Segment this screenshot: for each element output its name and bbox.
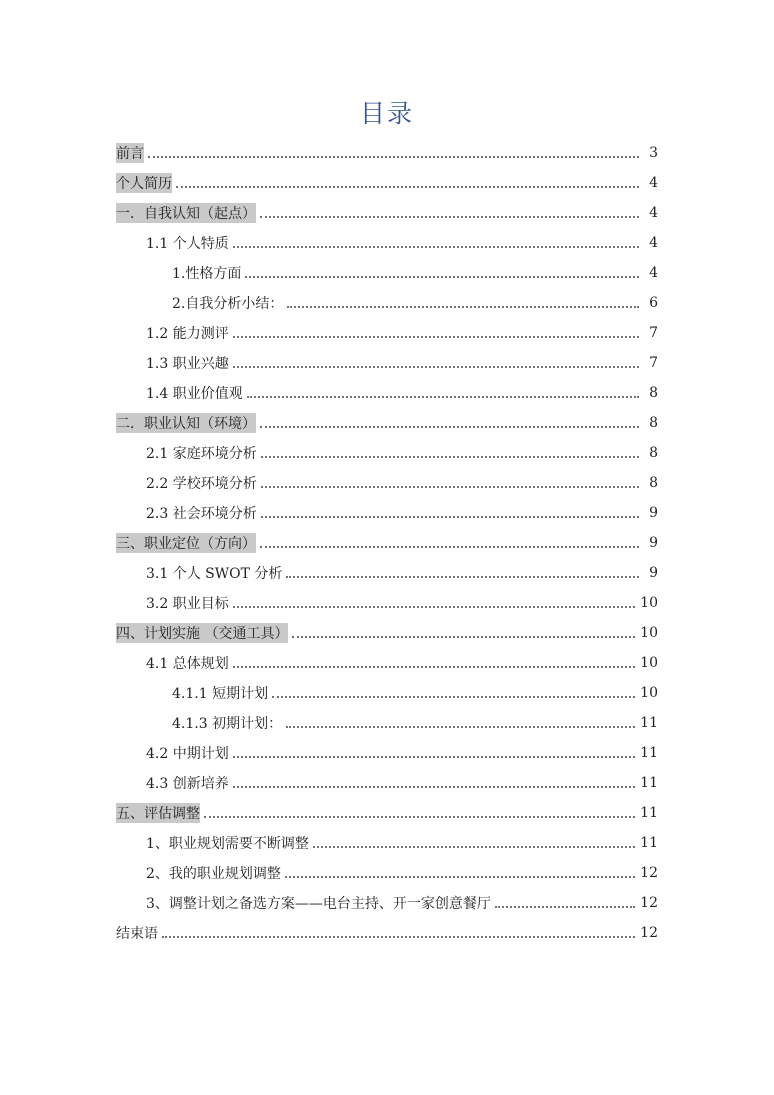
toc-entry-label: 3.2 职业目标 [146,596,229,612]
toc-entry-label: 1、职业规划需要不断调整 [146,836,309,852]
toc-entry-label: 二．职业认知（环境） [116,413,256,433]
toc-entry[interactable] [116,858,658,888]
toc-entry-page: 8 [649,415,658,431]
dot-leader [233,365,639,368]
dot-leader [204,815,635,818]
dot-leader [245,275,639,278]
dot-leader [148,155,639,158]
toc-entry-label: 1.1 个人特质 [146,236,229,252]
toc-entry-page: 8 [649,445,658,461]
dot-leader [176,185,639,188]
toc-entry-label: 前言 [116,143,144,163]
dot-leader [285,875,635,878]
toc-entry[interactable] [116,198,658,228]
dot-leader [286,575,639,578]
dot-leader [261,515,639,518]
toc-entry[interactable] [116,918,658,948]
toc-entry-page: 11 [640,745,658,761]
toc-entry-label: 个人简历 [116,173,172,193]
dot-leader [233,245,639,248]
toc-entry-page: 10 [640,685,658,701]
dot-leader [233,665,635,668]
dot-leader [261,455,639,458]
toc-entry-page: 4 [649,175,658,191]
toc-entry[interactable] [116,138,658,168]
toc-entry[interactable] [116,738,658,768]
dot-leader [261,485,639,488]
toc-entry-page: 10 [640,625,658,641]
toc-entry[interactable] [116,498,658,528]
toc-entry-page: 9 [649,535,658,551]
toc-entry-page: 7 [649,355,658,371]
toc-entry-label: 1.2 能力测评 [146,326,229,342]
toc-entry[interactable] [116,438,658,468]
toc-entry-page: 3 [649,145,658,161]
toc-entry[interactable] [116,798,658,828]
toc-entry-page: 4 [649,265,658,281]
toc-entry[interactable] [116,678,658,708]
toc-entry[interactable] [116,648,658,678]
toc-entry[interactable] [116,528,658,558]
dot-leader [287,305,639,308]
toc-entry-page: 4 [649,205,658,221]
dot-leader [260,425,639,428]
dot-leader [260,545,639,548]
toc-entry[interactable] [116,888,658,918]
toc-entry-label: 一．自我认知（起点） [116,203,256,223]
dot-leader [286,725,635,728]
toc-title: 目录 [359,99,414,128]
toc-entry-label: 2.2 学校环境分析 [146,476,257,492]
toc-entry-label: 4.2 中期计划 [146,746,229,762]
toc-entry-page: 8 [649,385,658,401]
toc-entry-page: 9 [649,565,658,581]
toc-entry-page: 11 [640,775,658,791]
dot-leader [313,845,635,848]
toc-entry-page: 12 [640,925,658,941]
toc-entry-page: 12 [640,865,658,881]
dot-leader [233,785,635,788]
toc-entry-label: 三、职业定位（方向） [116,533,256,553]
toc-entry[interactable] [116,558,658,588]
toc-entry-label: 4.1.3 初期计划： [172,716,283,732]
toc-entry-label: 结束语 [116,926,158,942]
dot-leader [292,635,635,638]
toc-entry-label: 4.3 创新培养 [146,776,229,792]
toc-entry-label: 四、计划实施 （交通工具） [116,623,288,643]
toc-entry-label: 4.1.1 短期计划 [172,686,269,702]
toc-entry[interactable] [116,468,658,498]
dot-leader [495,905,635,908]
dot-leader [233,335,639,338]
dot-leader [260,215,639,218]
toc-entry[interactable] [116,708,658,738]
toc-entry[interactable] [116,378,658,408]
toc-entry[interactable] [116,228,658,258]
toc-entry-page: 9 [649,505,658,521]
toc-entry-label: 3.1 个人 SWOT 分析 [146,566,283,582]
toc-entry[interactable] [116,588,658,618]
toc-entry[interactable] [116,408,658,438]
dot-leader [233,755,635,758]
toc-entry-label: 4.1 总体规划 [146,656,229,672]
toc-entry-page: 4 [649,235,658,251]
toc-entry-page: 10 [640,595,658,611]
toc-entry-page: 11 [640,835,658,851]
dot-leader [247,395,639,398]
toc-entry[interactable] [116,258,658,288]
toc-entry-label: 3、调整计划之备选方案——电台主持、开一家创意餐厅 [146,896,491,912]
dot-leader [162,935,635,938]
toc-entry[interactable] [116,318,658,348]
toc-entry[interactable] [116,828,658,858]
toc-entry-label: 2.自我分析小结： [172,296,284,312]
toc-entry-page: 11 [640,805,658,821]
dot-leader [272,695,635,698]
toc-entry-page: 12 [640,895,658,911]
toc-entry-label: 1.3 职业兴趣 [146,356,229,372]
toc-entry[interactable] [116,618,658,648]
toc-entry-label: 1.性格方面 [172,266,242,282]
toc-entry[interactable] [116,768,658,798]
toc-entry-page: 6 [649,295,658,311]
toc-entry[interactable] [116,288,658,318]
toc-entry-page: 7 [649,325,658,341]
toc-entry-label: 1.4 职业价值观 [146,386,243,402]
toc-entry-label: 2.3 社会环境分析 [146,506,257,522]
toc-entry-page: 11 [640,715,658,731]
table-of-contents [116,138,658,948]
toc-entry-label: 五、评估调整 [116,803,200,823]
toc-entry-page: 8 [649,475,658,491]
toc-entry-label: 2、我的职业规划调整 [146,866,281,882]
toc-entry-label: 2.1 家庭环境分析 [146,446,257,462]
toc-entry[interactable] [116,168,658,198]
dot-leader [233,605,635,608]
toc-entry-page: 10 [640,655,658,671]
toc-entry[interactable] [116,348,658,378]
